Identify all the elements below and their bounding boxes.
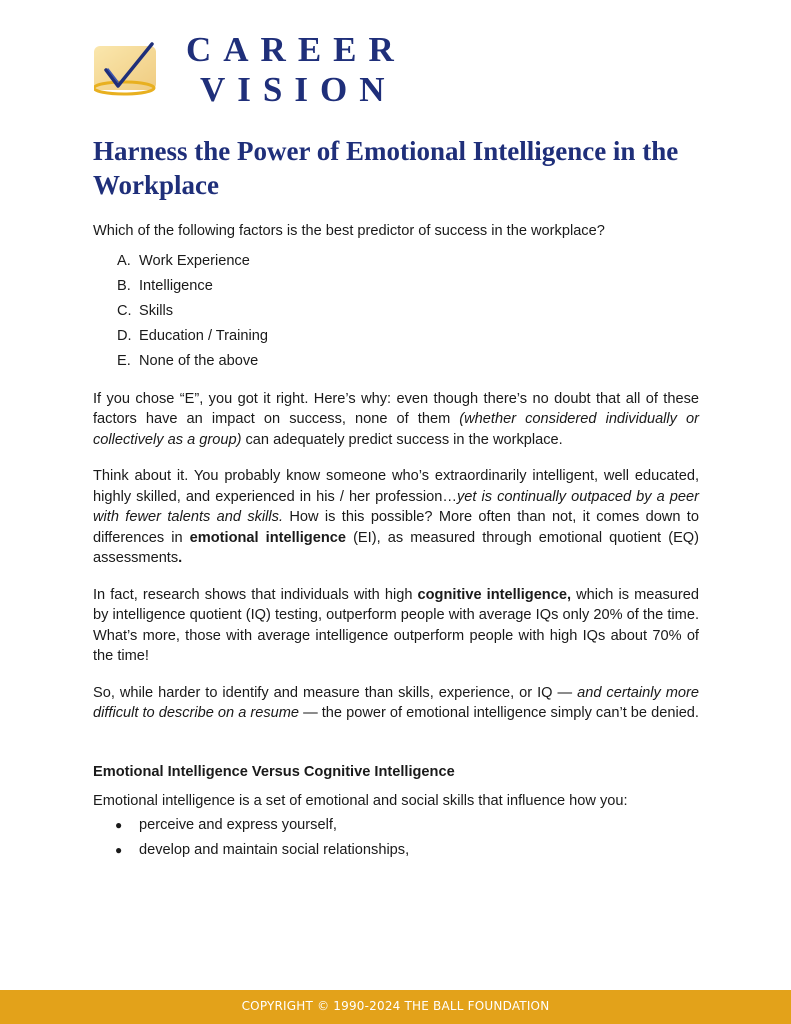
- bullet-text: perceive and express yourself,: [139, 817, 337, 833]
- choice-text: None of the above: [139, 352, 259, 369]
- para1-text-a: If you chose “E”, you got it right. Here’s why: even though there’s no doubt that all of these factors have an impact on success, none of them: [93, 390, 699, 427]
- bullet-icon: ●: [115, 818, 123, 832]
- choice-text: Intelligence: [139, 277, 213, 294]
- choice-letter: C.: [117, 302, 132, 319]
- para1-italic: (whether considered individually or collectively as a group): [93, 411, 699, 448]
- choice-text: Work Experience: [139, 252, 250, 269]
- section-heading: Emotional Intelligence Versus Cognitive Intelligence: [93, 763, 455, 780]
- skills-bullet-list: [93, 815, 699, 865]
- choice-item: [93, 301, 699, 326]
- para3-text-a: In fact, research shows that individuals with high: [93, 586, 418, 603]
- bullet-item: [93, 840, 699, 865]
- paragraph-conclusion: [93, 683, 699, 724]
- choice-text: Education / Training: [139, 327, 268, 344]
- article-body: [93, 221, 699, 865]
- choice-item: [93, 251, 699, 276]
- paragraph-think-about-it: [93, 466, 699, 569]
- para2-bold-period: .: [178, 550, 183, 566]
- choice-letter: E.: [117, 352, 131, 369]
- choice-text: Skills: [139, 302, 174, 319]
- choice-item: [93, 351, 699, 376]
- choice-letter: D.: [117, 327, 132, 344]
- para2-text-e: (EI), as measured through emotional quotient (EQ) assessments: [93, 529, 700, 566]
- intro-question: Which of the following factors is the best predictor of success in the workplace?: [93, 223, 605, 239]
- choice-letter: A.: [117, 252, 131, 269]
- logo-line-career: CAREER: [186, 30, 406, 69]
- bullet-text: develop and maintain social relationships,: [139, 842, 410, 858]
- copyright-footer: COPYRIGHT © 1990-2024 THE BALL FOUNDATION: [0, 990, 791, 1024]
- choice-letter: B.: [117, 277, 131, 294]
- para2-text-a: Think about it. You probably know someone who’s extraordinarily intelligent, well educated, highly skilled, and experienced in his / her profession…: [93, 468, 699, 505]
- checkmark-logo-icon: [94, 42, 160, 100]
- choice-item: [93, 276, 699, 301]
- para1-text-c: can adequately predict success in the workplace.: [241, 431, 563, 448]
- para2-text-c: How is this possible? More often than not, it comes down to differences in: [93, 509, 699, 546]
- para2-italic: yet is continually outpaced by a peer with fewer talents and skills.: [93, 488, 699, 525]
- bullet-item: [93, 815, 699, 840]
- para2-bold-ei: emotional intelligence: [189, 529, 346, 546]
- para3-text-c: which is measured by intelligence quotient (IQ) testing, outperform people with average IQs only 20% of the time. What’s more, those with average intelligence outperform people with high IQs about 70% of the time!: [93, 586, 699, 664]
- paragraph-answer: [93, 389, 699, 451]
- logo-line-vision: VISION: [200, 70, 397, 109]
- bullet-icon: ●: [115, 843, 123, 857]
- para4-text-c: — the power of emotional intelligence simply can’t be denied.: [299, 705, 699, 721]
- paragraph-research: [93, 585, 699, 667]
- logo-wordmark: [186, 30, 406, 110]
- career-vision-logo: [94, 30, 406, 110]
- choice-item: [93, 326, 699, 351]
- para4-italic: and certainly more difficult to describe on a resume: [93, 684, 699, 721]
- page-title: Harness the Power of Emotional Intelligence in the Workplace: [93, 136, 679, 200]
- para4-text-a: So, while harder to identify and measure than skills, experience, or IQ —: [93, 684, 578, 701]
- section-intro: Emotional intelligence is a set of emotional and social skills that influence how you:: [93, 792, 628, 809]
- answer-choices-list: [93, 251, 699, 376]
- para3-bold: cognitive intelligence,: [417, 586, 572, 603]
